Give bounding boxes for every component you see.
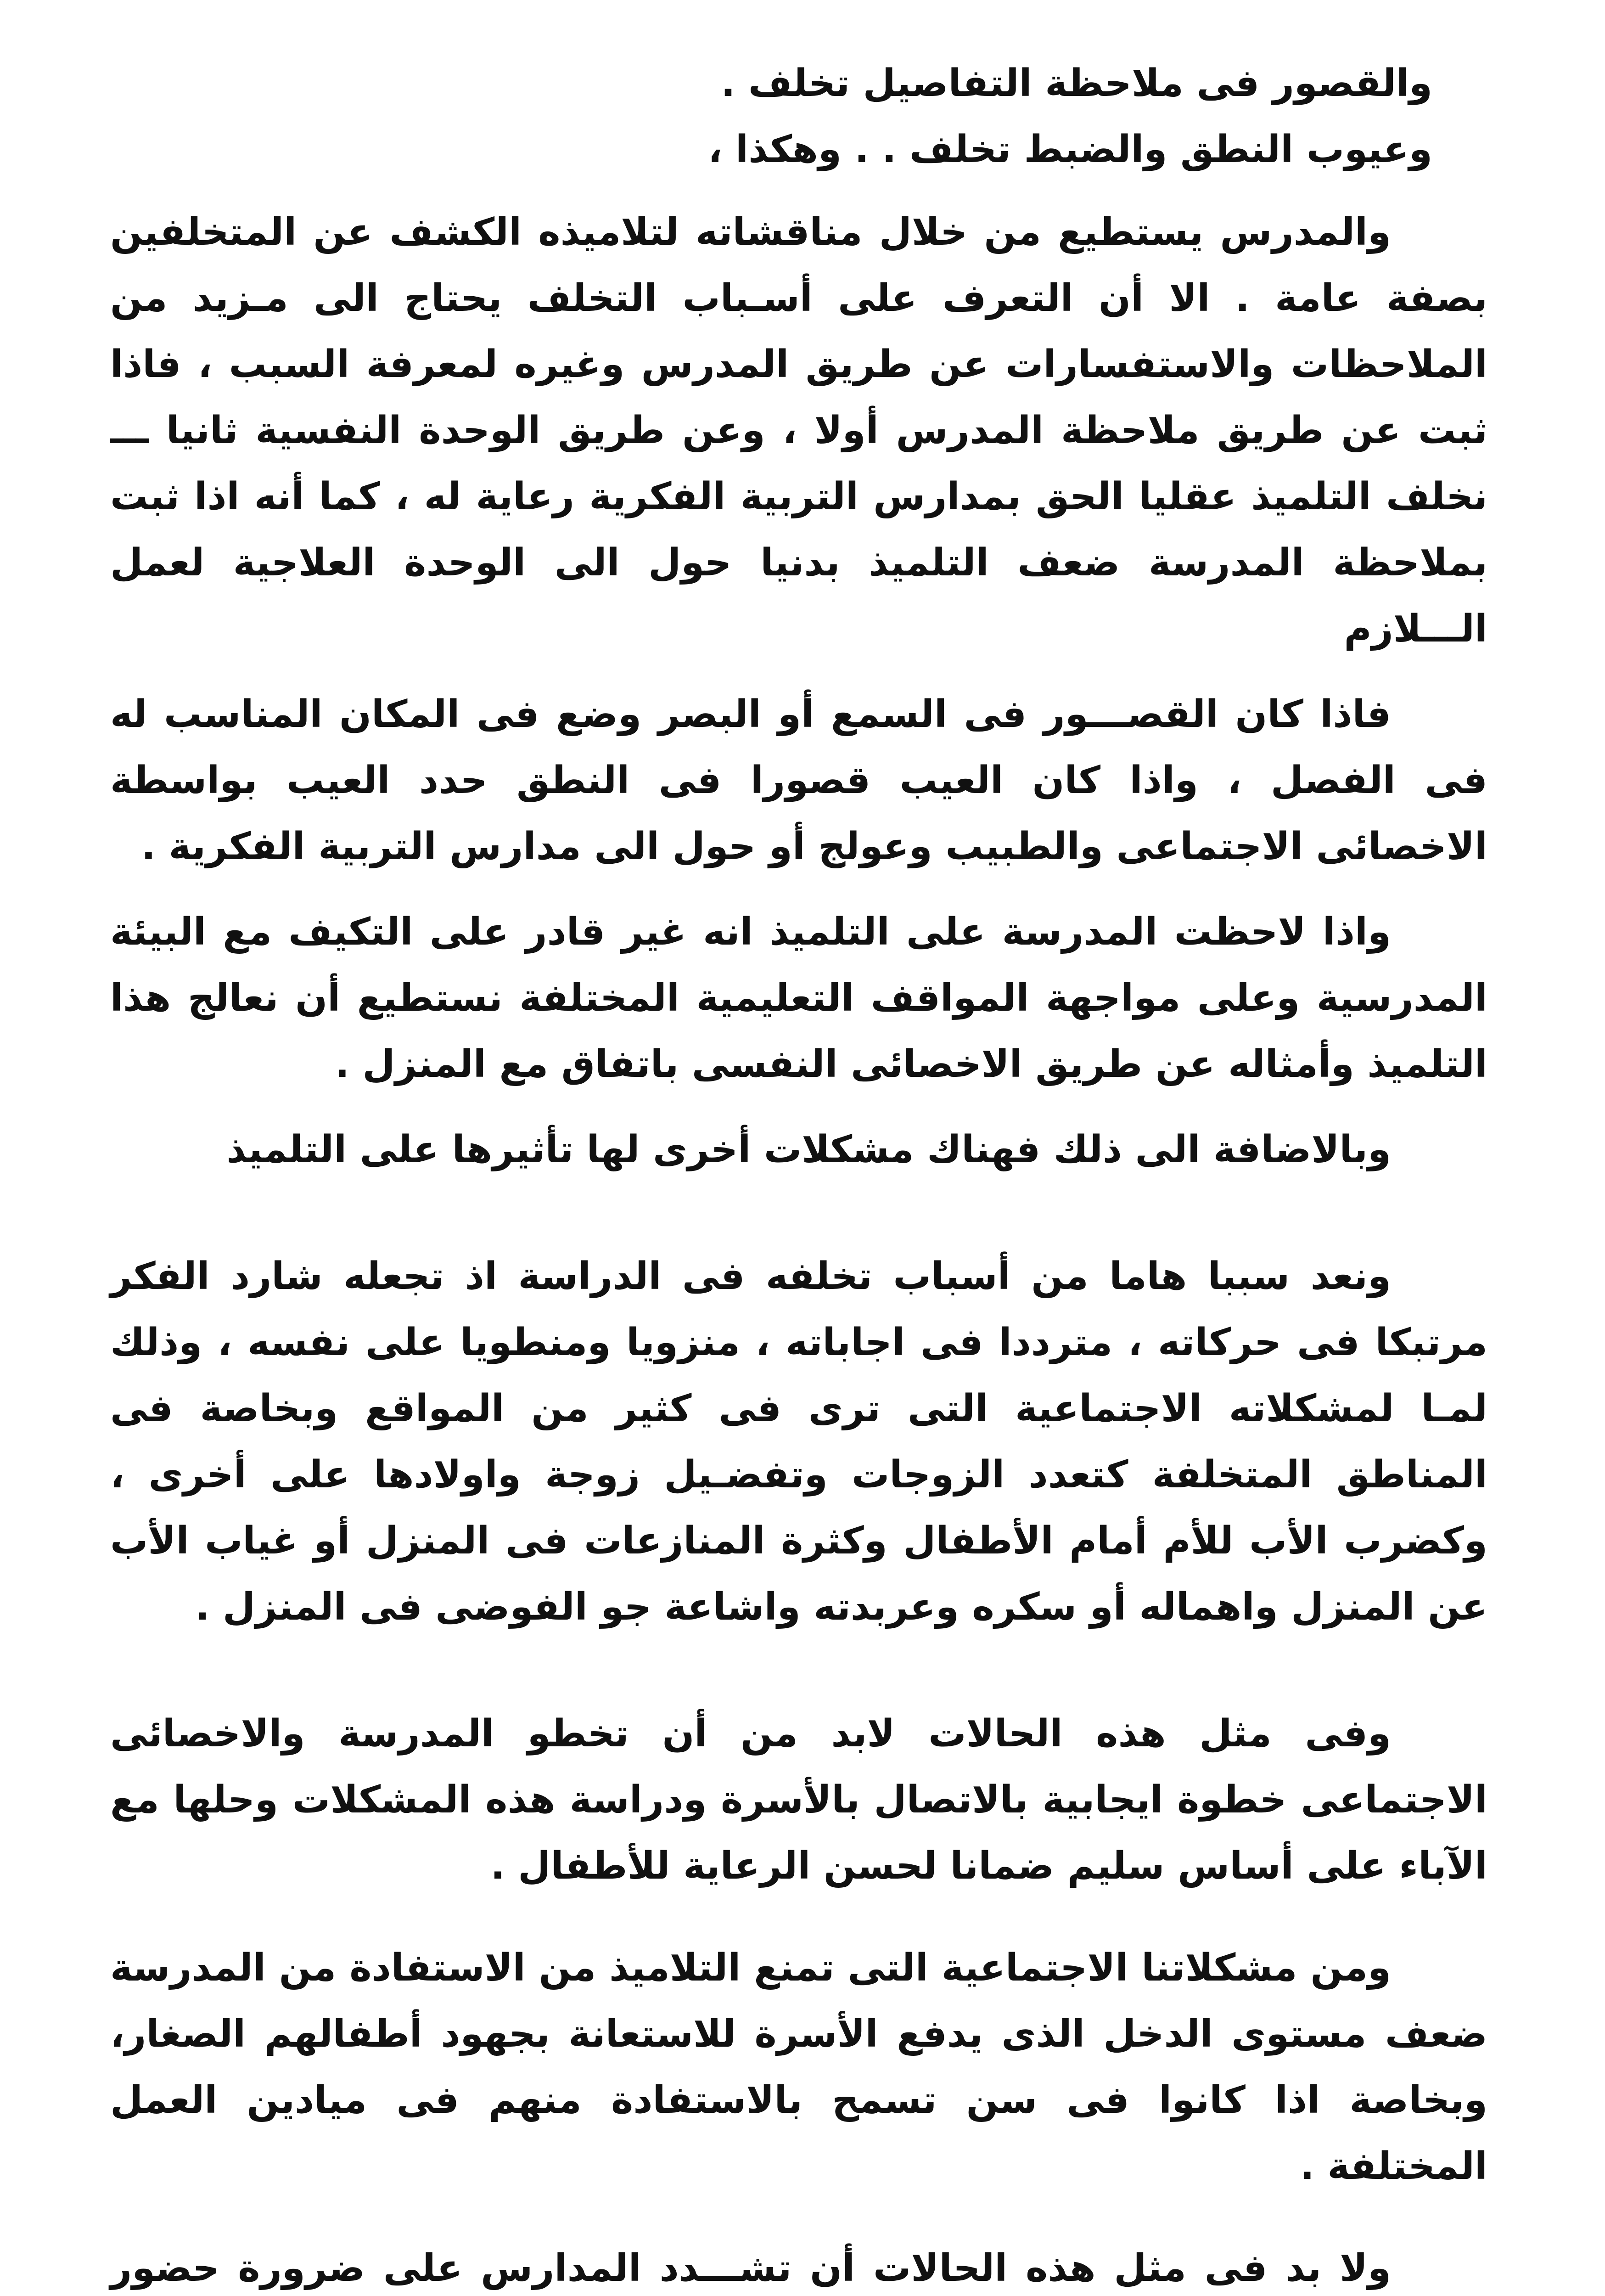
paragraph: واذا لاحظت المدرسة على التلميذ انه غير قادر على التكيف مع البيئة المدرسية وعلى مواجهة المواقف التعليمية المختلفة نستطيع أن نعالج هذا التلميذ وأمثاله عن طريق الاخصائى النفسى باتفاق مع المنزل . bbox=[110, 910, 1487, 1086]
intro-lines bbox=[110, 51, 1487, 183]
intro-line: والقصور فى ملاحظة التفاصيل تخلف . bbox=[721, 62, 1432, 105]
paragraph: فاذا كان القصـــور فى السمع أو البصر وضع فى المكان المناسب له فى الفصل ، واذا كان العيب قصورا فى النطق حدد العيب بواسطة الاخصائى الاجتماعى والطبيب وعولج أو حول الى مدارس التربية الفكرية . bbox=[110, 692, 1487, 868]
paragraph: والمدرس يستطيع من خلال مناقشاته لتلاميذه الكشف عن المتخلفين بصفة عامة . الا أن التعرف على أسـباب التخلف يحتاج الى مـزيد من الملاحظات والاستفسارات عن طريق المدرس وغيره لمعرفة السبب ، فاذا ثبت عن طريق ملاحظة المدرس أولا ، وعن طريق الوحدة النفسية ثانيا ـــ نخلف التلميذ عقليا الحق بمدارس التربية الفكرية رعاية له ، كما أنه اذا ثبت بملاحظة المدرسة ضعف التلميذ بدنيا حول الى الوحدة العلاجية لعمل الـــلازم bbox=[110, 210, 1487, 651]
paragraph: ونعد سببا هاما من أسباب تخلفه فى الدراسة اذ تجعله شارد الفكر مرتبكا فى حركاته ، مترددا فى اجاباته ، منزويا ومنطويا على نفسه ، وذلك لمـا لمشكلاته الاجتماعية التى ترى فى كثير من المواقع وبخاصة فى المناطق المتخلفة كتعدد الزوجات وتفضـيل زوجة واولادها على أخرى ، وكضرب الأب للأم أمام الأطفال وكثرة المنازعات فى المنزل أو غياب الأب عن المنزل واهماله أو سكره وعربدته واشاعة جو الفوضى فى المنزل . bbox=[110, 1255, 1487, 1629]
paragraph: وبالاضافة الى ذلك فهناك مشكلات أخرى لها تأثيرها على التلميذ bbox=[226, 1128, 1391, 1171]
paragraph: وفى مثل هذه الحالات لابد من أن تخطو المدرسة والاخصائى الاجتماعى خطوة ايجابية بالاتصال بالأسرة ودراسة هذه المشكلات وحلها مع الآباء على أساس سليم ضمانا لحسن الرعاية للأطفال . bbox=[110, 1712, 1487, 1888]
paragraph: ولا بد فى مثل هذه الحالات أن تشـــدد المدارس على ضرورة حضور bbox=[110, 2246, 1391, 2290]
intro-line: وعيوب النطق والضبط تخلف . . وهكذا ، bbox=[708, 128, 1432, 171]
paragraph: ومن مشكلاتنا الاجتماعية التى تمنع التلاميذ من الاستفادة من المدرسة ضعف مستوى الدخل الذى يدفع الأسرة للاستعانة بجهود أطفالهم الصغار، وبخاصة اذا كانوا فى سن تسمح بالاستفادة منهم فى ميادين العمل المختلفة . bbox=[110, 1946, 1487, 2188]
document-page bbox=[110, 51, 1487, 2296]
